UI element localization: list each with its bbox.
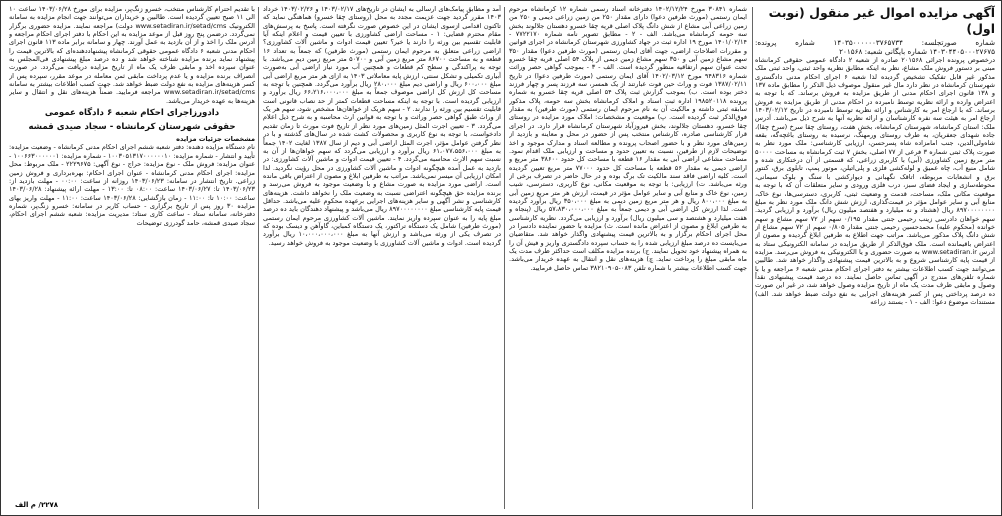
details-header: مشخصات جزئیات مزایده [176,135,255,144]
column-4 [9,5,255,511]
column-1 [755,5,995,511]
column-2-text: شماره ۳۰۸۴۱ مورخ ۱۴۰۲/۱۲/۲۴ دفترخانه اسناد رسمی شماره ۱۲ کرمانشاه مرحوم ایمان رستمی (مورث طرفین دعوا) دارای مقدار ۲۵۰ من زمین زراعی دیمی و ۲۵۰ من زمین زراعی آبی مشاع از شش دانگ پلاک اصلی قریه چقا خسرو دهستان جلالوند بخش سه حومه کرمانشاه می‌باشد. الف - ۲ - مطابق تصویر نامه شماره ۷۷۲۲۱۷۰ - ۱۴۰۱/۰۲/۱۴ مورخ ۱۹ اداره ثبت در جهاد کشاورزی شهرستان کرمانشاه در اجرای قوانین و مقررات اصلاحات اراضی، جهت آقای ایمان رستمی (مورث طرفین دعوا) مقدار ۳۵۰ سهم مشاع زمین آبی و ۳۵۰ سهم مشاع زمین دیمی از پلاک ۵۴ اصلی قریه چقا خسرو تحت عنوان سهم ارتفاقیه منظور گردیده است. الف - ۳ - بموجب گواهی حصر وراثت شماره ۹۴۸۳۱۶ مورخ ۱۴۰۲/۰۳/۱۲ آقای ایمان رستمی (مورث طرفین دعوا) در تاریخ ۱۳۸۷/۰۲/۱۱ فوت و وراث حین فوت عبارتند از یک همسر، سه فرزند پسر و چهار فرزند دختر بوده است. ب) بموجب گزارش ثبت پلاک ۵۴ اصلی قریه چقا خسرو به شماره پرونده ۱۹۸۵۲۰۱۱۸ اداره ثبت اسناد و املاک کرمانشاه بخش سه حومه، پلاک مذکور سابقه ثبتی داشته و مالکیت آن به نام مرحوم ایمان رستمی (مورث طرفین) به مقدار فوق‌الذکر ثبت گردیده است. پ) موقعیت و مشخصات: املاک مورد مزایده در روستای چقا خسرو، دهستان جلالوند، بخش فیروزآباد شهرستان کرمانشاه قرار دارد. در اجرای قرار کارشناسی صادره، کارشناس منتخب پس از حضور در محل و معاینه و بازدید از زمین‌های مورد نظر و با حضور اصحاب پرونده و مطالعه اسناد و مدارک موجود و اخذ توضیحات لازم از طرفین، نسبت به تعیین حدود و مساحت و ارزیابی ملک اقدام نمود. مساحت مشاعی اراضی آبی به مقدار ۱۶ قطعه با مساحت کل حدود ۳۸۶۰۰ متر مربع و اراضی دیمی به مقدار ۵۶ قطعه با مساحت کل حدود ۷۷۰۰۰ متر مربع تعیین گردیده است. کلیه اراضی فاقد سند مالکیت تک برگ بوده و در حال حاضر در تصرف برخی از ورثه می‌باشد. ت) ارزیابی: با توجه به موقعیت مکانی، نوع کاربری، دسترسی، شیب زمین، نوع خاک و منابع آبی و سایر عوامل مؤثر در قیمت، ارزش هر متر مربع زمین آبی به مبلغ ۸۰۰،۰۰۰ ریال و هر متر مربع زمین دیمی به مبلغ ۳۵۰،۰۰۰ ریال برآورد گردیده است. لذا ارزش کل اراضی آبی و دیمی جمعاً به مبلغ ۵۷،۸۳۰،۰۰۰،۰۰۰ ریال (پنجاه و هفت میلیارد و هشتصد و سی میلیون ریال) برآورد و ارزیابی می‌گردد. نظریه کارشناسی به طرفین ابلاغ و مصون از اعتراض مانده است. ث) مزایده با حضور نماینده دادسرا در محل اجرای احکام برگزار و به بالاترین قیمت پیشنهادی واگذار خواهد شد. متقاضیان می‌بایست ده درصد مبلغ ارزیابی شده را به حساب سپرده دادگستری واریز و فیش آن را به همراه پیشنهاد خود تحویل نمایند. ج) برنده مزایده مکلف است حداکثر ظرف مدت یک ماه مابقی مبلغ را پرداخت نماید. چ) هزینه‌های نقل و انتقال به عهده خریدار می‌باشد. جهت کسب اطلاعات بیشتر با شماره تلفن ۰۸۳-۳۸۲۱۰۹۰۵ تماس حاصل فرمایید. [509,5,747,272]
column-rule [504,7,505,509]
file-numbers: شماره صورتجلسه: ۱۴۰۳۵۰۰۰۰۰۰۳۷۶۵۷۳۴ شماره پرونده: ۱۴۰۳۰۴۴۰۵۰۰۰۲۷۶۷۵ شماره بایگانی شعبه: ۲۰۱۵۶۸ [755,38,995,56]
column-3-text: آمد و مطابق پیامک‌های ارسالی به ایشان در تاریخ‌های ۱۴۰۳/۰۲/۱۷ و ۱۴۰۳/۰۲/۲۶ خرداد ۱۴۰۳ مقرر گردید جهت عزیمت مجدد به محل (روستای چقا خسرو) هماهنگی نماید که تاکنون اقدامی ازسوی ایشان در این خصوص صورت نگرفته است. پاسخ به پرسش‌های مقام محترم قضایی: ۱ - مساحت اراضی کشاورزی با تعیین قیمت و اعلام اینکه آیا قابلیت تقسیم بین ورثه را دارند یا خیر؟ تعیین قیمت ادوات و ماشین آلات کشاورزی؟ اراضی زراعی متعلق به مرحوم ایمان رستمی (مورث طرفین) که جمعاً به تعداد ۱۶ قطعه و به مساحت ۸۶۷۰۰ متر مربع زمین آبی و ۵۰۷۰۰ متر مربع زمین دیم می‌باشد. با توجه به پراکندگی و سطح کم قطعات و همچنین آب مورد نیاز اراضی آبی به‌صورت آبیاری تکمیلی و تشکل سنتی، ارزش پایه معاملاتی ۱۴۰۳ به ازای هر متر مربع اراضی آبی مبلغ ۶۰۰،۰۰۰ ریال و اراضی دیم مبلغ ۲۸۰،۰۰۰ ریال برآورد می‌گردد. همچنین با توجه به مساحت کل ارزش کل اراضی موصوف جمعاً به مبلغ ۶۶،۲۱۶،۰۰۰،۰۰۰ ریال برآورد و ارزیابی گردیده است. با توجه به اینکه مساحت قطعات کمتر از حد نصاب قانونی است قابلیت تقسیم بین ورثه را ندارند. ۲ - سهم هریک از خواهان‌ها مشخص شود، سهم هر یک از وراث طبق گواهی حصر وراثت و با توجه به قوانین ارث محاسبه و به شرح ذیل اعلام می‌گردد. ۳ - تعیین اجرت المثل زمین‌های مورد نظر از تاریخ فوت مورث تا زمان تقدیم دادخواست، با توجه به نوع کاربری و محصولات کشت شده در سال‌های گذشته و با در نظر گرفتن عوامل مؤثر، اجرت المثل اراضی آبی و دیم از سال ۱۳۸۷ لغایت ۱۴۰۲ جمعاً به مبلغ ۶۱،۰۷۷،۵۵۶،۰۰۰ ریال برآورد و ارزیابی می‌گردد که سهم خواهان‌ها از آن به نسبت سهم الارث محاسبه می‌گردد. ۴ - تعیین قیمت ادوات و ماشین آلات کشاورزی: در بازدید به عمل آمده هیچگونه ادوات و ماشین آلات کشاورزی در محل رؤیت نگردید. لذا امکان ارزیابی آن میسر نمی‌باشد. مراتب به طرفین ابلاغ و مصون از اعتراض باقی مانده است. اراضی مورد مزایده به صورت مشاع و با وضعیت موجود به فروش می‌رسد و برنده مزایده حق هیچگونه اعتراضی نسبت به وضعیت ملک را نخواهد داشت. هزینه‌های کارشناسی و نشر آگهی و سایر هزینه‌های اجرایی برعهده محکوم علیه می‌باشد. حداقل قیمت پایه کارشناسی مبلغ ۸۹۷۰۰۰۰۰۰۰۰ ریال می‌باشد و پیشنهاد دهندگان باید ده درصد مبلغ پایه را به عنوان سپرده واریز نمایند. ماشین آلات کشاورزی مرحوم ایمان رستمی (مورث طرفین) شامل یک دستگاه تراکتور، یک دستگاه کمباین، گاوآهن و دیسک بوده که در تصرف یکی از ورثه می‌باشد و ارزش آنها به مبلغ ۱۰،۰۰۰،۰۰۰،۰۰۰ ریال برآورد گردیده است. ادوات و ماشین آلات کشاورزی با وضعیت موجود به فروش خواهد رسید. [263,5,501,247]
office-title-2: حقوقی شهرستان کرمانشاه - سجاد صیدی قمشه [28,121,236,132]
column-2 [509,5,747,511]
ad-title: آگهی مزایده اموال غیر منقول (نوبت اول) [768,5,995,36]
column-rule [752,7,753,509]
details-text: نام دستگاه مزایده دهنده: دفتر شعبه ششم اجرای احکام مدنی کرمانشاه - وضعیت مزایده: تأیید و انتشار - شماره مزایده: ۱۰۰۳۰۵۱۳۱۷۰۰۰۰۰۰۱۰ - شماره مزایده: ۱۰۰۶۶۳۰۰۰۰۰۰۱ - عنوان مزایده: فروش ملک - نوع مزایده: حراج - نوع آگهی: ۲۲۲۹۶۷۵ - ملک مربوط: محل مزایده: اجرای احکام مدنی کرمانشاه - عنوان اجرای احکام: بهره‌برداری و فروش زمین زراعی. تاریخ انتشار در سامانه: ۱۴۰۳/۰۶/۲۳ روزانه از ساعت: ۰۰:۰۰ - مهلت بازدید از: ۱۴۰۳/۰۶/۲۳ تا: ۱۴۰۳/۰۶/۲۷ ساعت: ۰۸:۰۰ تا: ۱۳:۰۰ - مهلت ارائه پیشنهاد: ۱۴۰۳/۰۶/۲۸ ساعت: ۱۰:۰۰ تا: ۱۱:۰۰ - زمان بازگشایی: ۱۴۰۳/۰۶/۲۸ ساعت: ۱۱:۰۰ - مهلت واریز بهای مزایده ۳۰ روز پس از تاریخ برگزاری - حساب کاربر در سامانه: خسرو زنگ‌پر، شماره دفترخانه، سامانه ستاد - ساعت کاری ستاد: مدیریت مزایده: شعبه ششم اجرای احکام، سجاد صیدی قمشه، حامد گودرزی توضیحات [9,143,255,227]
column-1-text: درخصوص پرونده اجرائی ۲۰۱۵۶۸ صادره از شعبه ۲ دادگاه عمومی حقوقی کرمانشاه مبنی بر دستور فروش ملک مشاع، نظر به اینکه مطابق نظریه واحد ثبتی، واحد ثبتی ملک مذکور غیر قابل تفکیک تشخیص گردیده لذا شعبه ۶ اجرای احکام مدنی دادگستری شهرستان کرمانشاه در نظر دارد مال غیر منقول موصوف ذیل الذکر را مطابق ماده ۱۳۷ و ۱۳۸ قانون اجرای احکام مدنی از طریق مزایده به فروش برساند. که با توجه به اعتراض وارده و ارائه نظریه توسط نامبرده در احکام مدنی از طریق مزایده به فروش برساند. که با ارجاع امر به کارشناس و ارائه نظریه توسط نامبرده در تاریخ ۱۴۰۳/۰۲/۱۲ ارجاع امر به هیئت سه نفره کارشناسان و ارائه نظریه آنها به شرح ذیل می‌باشد. آدرس ملک: استان کرمانشاه، شهرستان کرمانشاه، بخش هفت، روستای چقا سرخ (سرخ چقا)، جاده شهدای جعفریان، به طرف روستای ورمهنگ، نرسیده به روستای باغچه‌گه، بقعه شاه‌ولی‌الدین، جنب امامزاده شاه پسرحسن، ارزیابی کارشناسی: ملک مورد نظر به صورت پلاک ثبتی شماره ۳ فرعی از ۷۷ اصلی، بخش ۷ ثبت کرمانشاه به مساحت ۵۰۰۰۰ متر مربع زمین کشاورزی (آبی) با کاربری زراعی، که قسمتی از آن درختکاری شده و شامل منبع آب، چاه عمیق و لوله‌کشی فلزی و پلی‌اتیلن، موتور پمپ، تابلوی برق، کنتور برق و انشعابات مربوطه، اتاقک نگهبانی و دیوارکشی با سنگ و بلوک سیمانی، محوطه‌سازی و ایجاد فضای سبز، درب فلزی ورودی و سایر متعلقات آن که با توجه به موقعیت مکانی ملک، مساحت، قدمت و وضعیت ثبتی، کاربری، دسترسی‌ها، نوع خاک، منابع آبی و سایر عوامل مؤثر در قیمت‌گذاری، ارزش شش دانگ ملک مورد نظر به مبلغ ۸۹۷۰۰۰۰۰۰۰۰ ریال (هشتاد و نه میلیارد و هفتصد میلیون ریال) برآورد و ارزیابی گردید. سهم خواهان دادرسی زینب رحیمی جنتی مقدار ۰/۱۹۵ سهم از ۷۲ سهم مشاع و سهم خوانده (محکوم علیه) محمدحسین رحیمی جنتی مقدار ۰/۸۰۵ سهم از ۷۲ سهم مشاع از شش دانگ پلاک مذکور می‌باشد. مراتب جهت اطلاع به طرفین ابلاغ گردیده و مصون از اعتراض باقیمانده است. ملک فوق‌الذکر از طریق مزایده در سامانه الکترونیکی ستاد به آدرس www.setadiran.ir به صورت حضوری و یا الکترونیکی به فروش می‌رسد. مزایده از قیمت پایه کارشناسی شروع و به بالاترین قیمت پیشنهادی واگذار خواهد شد. طالبین می‌توانند جهت کسب اطلاعات بیشتر به دفتر اجرای احکام مدنی شعبه ۶ مراجعه و یا با شماره تلفن‌های مندرج در آگهی تماس حاصل نمایند. ده درصد قیمت پیشنهادی نقداً وصول و مابقی ظرف مدت یک ماه از تاریخ مزایده وصول خواهد شد، در غیر این صورت ده درصد پرداختی پس از کسر هزینه‌های اجرایی به نفع دولت ضبط خواهد شد. الف) مستندات موضوع دعوا: الف - ۱ - بستند زراعه [755,56,995,306]
column-3 [263,5,501,511]
office-title-1: دادورزاجرای احکام شعبه ۶ دادگاه عمومی [44,108,220,119]
footer-code: ۲۲۷۸/ م الف [15,501,59,509]
column-rule [258,7,259,509]
column-4-text: با تقدیم احترام کارشناس منتخب، خسرو زنگ‌پر، مزایده برای مورخ ۱۴۰۳/۰۶/۲۸ ساعت ۱۰ الی ۱۱ صبح تعیین گردیده است. طالبین و خریداران می‌توانند جهت انجام مزایده به سامانه الکترونیک www.setadiran.ir/setad/cms دولت) مراجعه نمایند. مزایده حضوری برگزار نمی‌گردد. درضمن پنج روز قبل از موعد مزایده به این احکام با دفتر اجرای احکام مراجعه و آدرس ملک را اخذ و از آن بازدید به عمل آورند. چهار و سامانه برابر ماده ۱۱۳ قانون اجرای احکام مدنی شعبه ۶ دادگاه عمومی حقوقی کرمانشاه پیشنهاد‌دهنده‌ای که بالاترین قیمت را پیشنهاد نماید برنده مزایده شناخته خواهد شد و ده درصد مبلغ پیشنهادی فی‌المجلس به عنوان سپرده اخذ و مابقی ظرف یک ماه از تاریخ مزایده دریافت می‌گردد. در صورت انصراف برنده مزایده و یا عدم پرداخت مابقی ثمن معامله در موعد مقرر، سپرده پس از کسر هزینه‌های مزایده به نفع دولت ضبط خواهد شد. جهت کسب اطلاعات بیشتر به سامانه www.setadiran.ir/setad/cms مراجعه فرمایید. ضمناً هزینه‌های نقل و انتقال و سایر هزینه‌ها به عهده خریدار می‌باشد. [9,5,255,105]
